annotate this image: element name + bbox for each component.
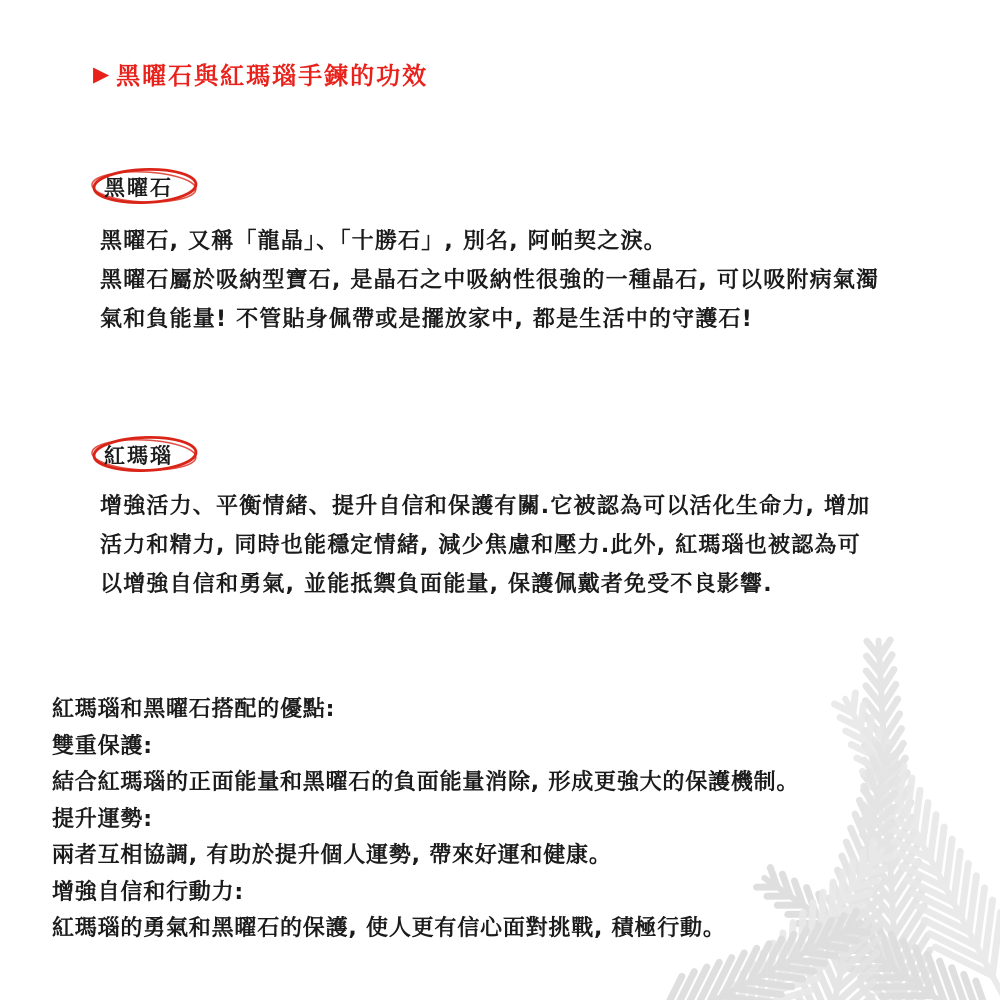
obsidian-paragraph	[100, 222, 879, 339]
benefit-line: 結合紅瑪瑙的正面能量和黑曜石的負面能量消除, 形成更強大的保護機制。	[52, 770, 800, 795]
section-heading-label: 紅瑪瑙	[104, 444, 173, 468]
benefit-line: 提升運勢:	[52, 806, 153, 832]
section-obsidian-heading	[104, 172, 173, 202]
page-title	[93, 56, 428, 91]
benefit-line: 兩者互相協調, 有助於提升個人運勢, 帶來好運和健康。	[52, 843, 612, 868]
paragraph-line: 氣和負能量! 不管貼身佩帶或是擺放家中, 都是生活中的守護石!	[100, 307, 753, 332]
section-heading-label: 黑曜石	[104, 176, 173, 200]
page-title-text: 黑曜石與紅瑪瑙手鍊的功效	[116, 62, 429, 90]
benefit-line: 紅瑪瑙和黑曜石搭配的優點:	[52, 697, 336, 722]
pairing-benefits-list	[52, 692, 799, 948]
benefit-line: 增強自信和行動力:	[52, 879, 244, 905]
paragraph-line: 增強活力、平衡情緒、提升自信和保護有關.它被認為可以活化生命力, 增加	[100, 494, 871, 519]
play-triangle-icon: ▶	[93, 62, 112, 86]
paragraph-line: 黑曜石屬於吸納型寶石, 是晶石之中吸納性很強的一種晶石, 可以吸附病氣濁	[100, 268, 880, 293]
paragraph-line: 以增強自信和勇氣, 並能抵禦負面能量, 保護佩戴者免受不良影響.	[100, 572, 773, 597]
benefit-line: 紅瑪瑙的勇氣和黑曜石的保護, 使人更有信心面對挑戰, 積極行動。	[52, 916, 726, 941]
red-agate-paragraph	[100, 487, 870, 604]
paragraph-line: 黑曜石, 又稱「龍晶」、「十勝石」, 別名, 阿帕契之淚。	[100, 229, 667, 254]
paragraph-line: 活力和精力, 同時也能穩定情緒, 減少焦慮和壓力.此外, 紅瑪瑙也被認為可	[100, 533, 861, 558]
section-red-agate-heading	[104, 440, 173, 470]
benefit-line: 雙重保護:	[52, 733, 153, 759]
